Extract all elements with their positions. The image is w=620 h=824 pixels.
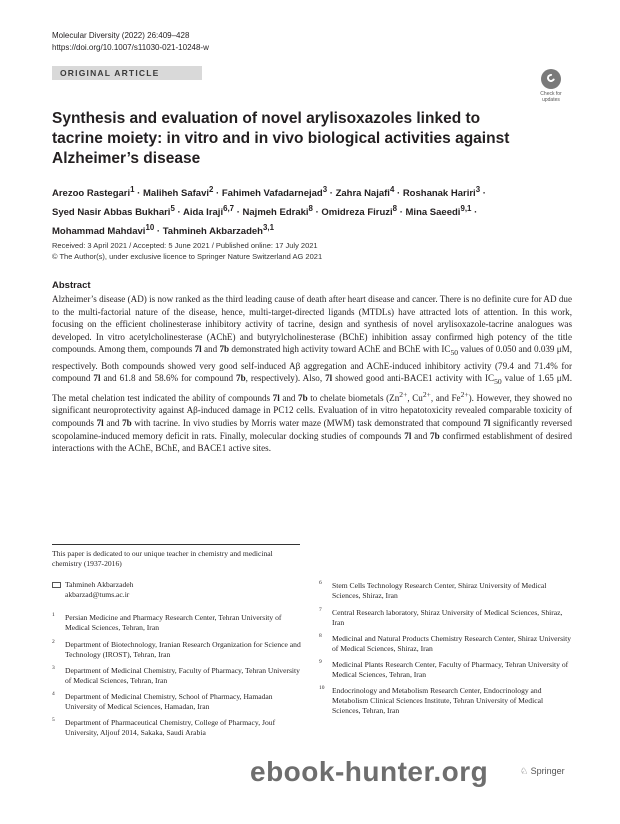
author[interactable]: Syed Nasir Abbas Bukhari$^5$: [52, 204, 175, 219]
affiliation-5: 5 Department of Pharmaceutical Chemistry, College of Pharmacy, Jouf University, Aljouf 2014, Sakaka, Saudi Arabia: [52, 717, 276, 737]
author[interactable]: Aida Iraji$^{6,7}$: [182, 204, 235, 219]
affiliation-8: 8 Medicinal and Natural Products Chemistry Research Center, Shiraz University of Medical Sciences, Shiraz, Iran: [319, 633, 572, 653]
abstract-body: Alzheimer’s disease (AD) is now ranked as the third leading cause of death after heart disease and cancer. There is no definite cure for AD due to the multi-factorial nature of the disease, hence, multi-target-directed ligands (MTDLs) have attracted lots of attention. In this work, focusing on the efficient cholinesterase inhibitory activity of tacrine, design and synthesis of novel arylisoxazole-tacrine analogues was developed. In vitro acetylcholinesterase (AChE) and butyrylcholinesterase (BChE) inhibition assay confirmed high potency of the title compounds. Among them, compounds 7l and 7b demonstrated high activity toward AChE and BChE with $IC_{50}$ values of 0.050 and 0.039 μM, respectively. Both compounds showed very good self-induced Aβ aggregation and AChE-induced inhibitory activity (79.4 and 71.4% for compound 7l and 61.8 and 58.6% for compound 7b, respectively). Also, 7l showed good anti-BACE1 activity with $IC_{50}$ value of 1.65 μM. The metal chelation test indicated the ability of compounds 7l and 7b to chelate biometals ($Zn^{2+}$, $Cu^{2+}$, and $Fe^{2+}$). However, they showed no significant neuroprotectivity against Aβ-induced damage in PC12 cells. Evaluation of in vitro hepatotoxicity revealed comparable toxicity of compounds 7l and 7b with tacrine. In vivo studies by Morris water maze (MWM) task demonstrated that compound 7l significantly reversed scopolamine-induced memory deficit in rats. Finally, molecular docking studies of compounds 7l and 7b confirmed establishment of desired interactions with the AChE, BChE, and BACE1 active sites.: [52, 294, 573, 454]
author[interactable]: Fahimeh Vafadarnejad$^3$: [221, 185, 328, 200]
author[interactable]: Maliheh Safavi$^2$: [143, 185, 214, 200]
footnote-divider: [52, 544, 300, 545]
corresponding-name: Tahmineh Akbarzadeh: [65, 580, 134, 589]
corresponding-email[interactable]: akbarzad@tums.ac.ir: [65, 590, 130, 599]
affiliation-7: 7 Central Research laboratory, Shiraz University of Medical Sciences, Shiraz, Iran: [319, 607, 563, 627]
article-title: Synthesis and evaluation of novel arylisoxazoles linked to tacrine moiety: in vitro and in vivo biological activities against Alzheimer’s disease: [52, 110, 510, 167]
affiliation-1: 1 Persian Medicine and Pharmacy Research Center, Tehran University of Medical Sciences, Tehran, Iran: [52, 612, 282, 632]
springer-horse-icon: ♘: [520, 766, 529, 776]
corresponding-author: [52, 580, 302, 600]
badge-label: Check for updates: [540, 91, 562, 103]
dedication-note: This paper is dedicated to our unique teacher in chemistry and medicinal chemistry (1937-2016): [52, 549, 273, 568]
mail-icon: [52, 582, 61, 588]
author[interactable]: Arezoo Rastegari$^1$: [52, 185, 135, 200]
affiliation-6: 6 Stem Cells Technology Research Center, Shiraz University of Medical Sciences, Shiraz, Iran: [319, 580, 547, 600]
author[interactable]: Najmeh Edraki$^8$: [242, 204, 313, 219]
copyright-line: © The Author(s), under exclusive licence to Springer Nature Switzerland AG 2021: [52, 252, 323, 261]
author[interactable]: Roshanak Hariri$^3$: [402, 185, 481, 200]
author[interactable]: Mina Saeedi$^{9,1}$: [405, 204, 472, 219]
author-list: Arezoo Rastegari$^1$ · Maliheh Safavi$^2$ · Fahimeh Vafadarnejad$^3$ · Zahra Najafi$^4$ · Roshanak Hariri$^3$ · Syed Nasir Abbas Bukhari$^5$ · Aida Iraji$^{6,7}$ · Najmeh Edraki$^8$ · Omidreza Firuzi$^8$ · Mina Saeedi$^{9,1}$ · Mohammad Mahdavi$^{10}$ · Tahmineh Akbarzadeh$^{3,1}$: [52, 185, 486, 238]
watermark-text: ebook-hunter.org: [250, 756, 489, 787]
affiliation-3: 3 Department of Medicinal Chemistry, Faculty of Pharmacy, Tehran University of Medical Sciences, Tehran, Iran: [52, 665, 300, 685]
publication-dates: [52, 240, 322, 262]
author[interactable]: Tahmineh Akbarzadeh$^{3,1}$: [162, 223, 274, 238]
affiliation-4: 4 Department of Medicinal Chemistry, School of Pharmacy, Hamadan University of Medical Sciences, Hamadan, Iran: [52, 691, 273, 711]
author[interactable]: Mohammad Mahdavi$^{10}$: [52, 223, 155, 238]
affiliation-2: 2 Department of Biotechnology, Iranian Research Organization for Science and Technology (IROST), Tehran, Iran: [52, 639, 301, 659]
journal-header: [52, 30, 209, 54]
affiliation-10: 10 Endocrinology and Metabolism Research Center, Endocrinology and Metabolism Clinical Sciences Institute, Tehran University of Medical Sciences, Tehran, Iran: [319, 685, 544, 715]
history-dates: Received: 3 April 2021 / Accepted: 5 June 2021 / Published online: 17 July 2021: [52, 241, 318, 250]
doi-link[interactable]: https://doi.org/10.1007/s11030-021-10248-w: [52, 43, 209, 52]
publisher-logo: ♘ Springer: [520, 766, 565, 776]
check-for-updates-badge[interactable]: [532, 69, 570, 103]
update-icon: [541, 69, 561, 89]
affiliation-9: 9 Medicinal Plants Research Center, Faculty of Pharmacy, Tehran University of Medical Sciences, Tehran, Iran: [319, 659, 569, 679]
abstract-heading: Abstract: [52, 280, 91, 291]
author[interactable]: Zahra Najafi$^4$: [335, 185, 395, 200]
article-type-label: ORIGINAL ARTICLE: [60, 68, 160, 78]
author[interactable]: Omidreza Firuzi$^8$: [321, 204, 398, 219]
journal-citation: Molecular Diversity (2022) 26:409–428: [52, 31, 190, 40]
